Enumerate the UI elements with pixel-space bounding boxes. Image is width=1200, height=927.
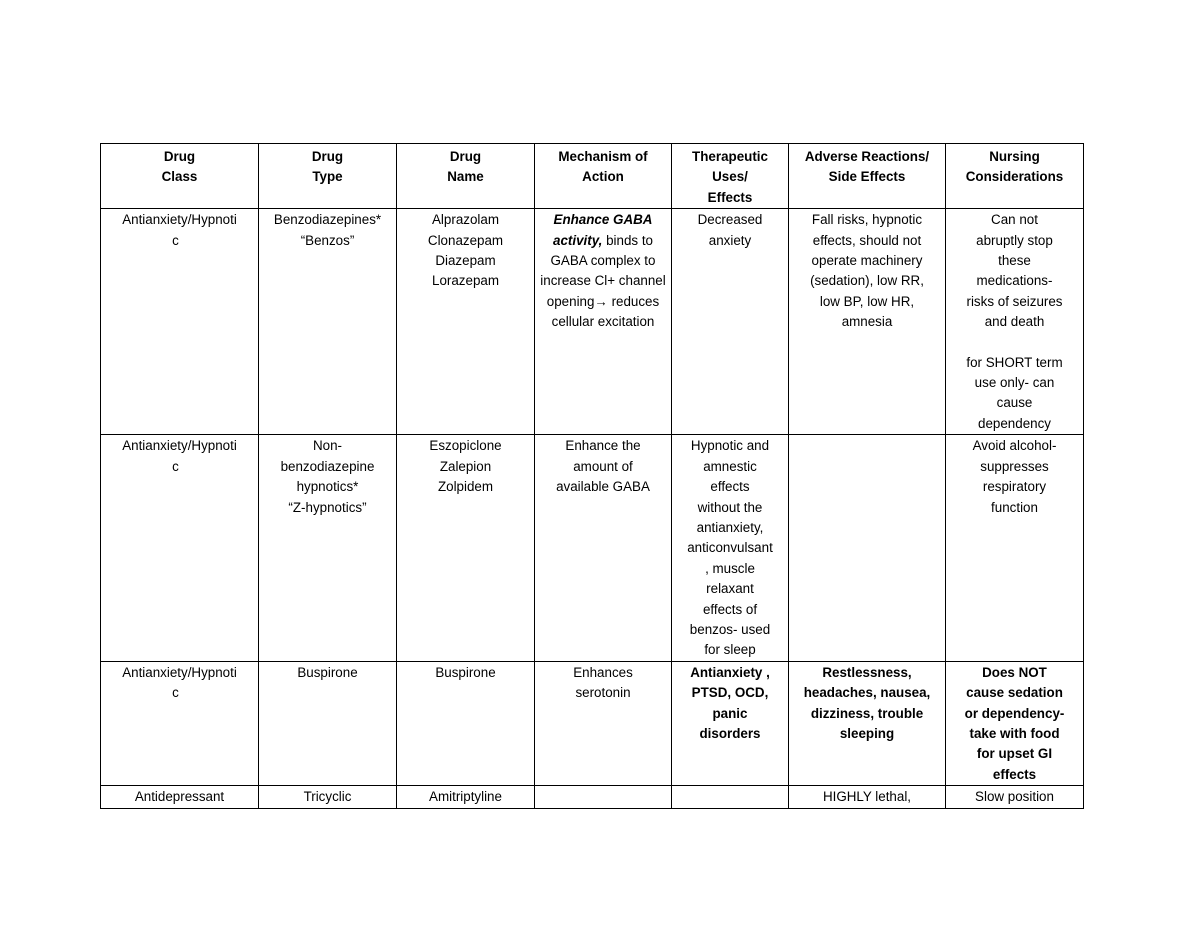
- cell-adverse: [789, 435, 946, 661]
- cell-drug-class: Antianxiety/Hypnoti c: [101, 435, 259, 661]
- drug-table: [100, 143, 1084, 809]
- right-arrow-icon: →: [594, 293, 608, 309]
- table-row: [101, 435, 1084, 661]
- cell-mechanism: [535, 786, 672, 808]
- cell-drug-class: Antianxiety/Hypnoti c: [101, 661, 259, 785]
- header-therapeutic: Therapeutic Uses/ Effects: [672, 144, 789, 209]
- table-header-row: [101, 144, 1084, 209]
- cell-mechanism: [535, 209, 672, 435]
- cell-therapeutic: Decreased anxiety: [672, 209, 789, 435]
- cell-drug-type: Benzodiazepines* “Benzos”: [259, 209, 397, 435]
- cell-therapeutic: Antianxiety , PTSD, OCD, panic disorders: [672, 661, 789, 785]
- cell-mechanism: Enhance the amount of available GABA: [535, 435, 672, 661]
- header-nursing: Nursing Considerations: [946, 144, 1084, 209]
- cell-drug-class: Antianxiety/Hypnoti c: [101, 209, 259, 435]
- cell-drug-type: Non- benzodiazepine hypnotics* “Z-hypnotics”: [259, 435, 397, 661]
- header-drug-class: Drug Class: [101, 144, 259, 209]
- cell-drug-name: Buspirone: [397, 661, 535, 785]
- table-row: [101, 661, 1084, 785]
- cell-nursing: Does NOT cause sedation or dependency- take with food for upset GI effects: [946, 661, 1084, 785]
- table-row: [101, 786, 1084, 808]
- cell-nursing: Can not abruptly stop these medications- risks of seizures and death for SHORT term use only- can cause dependency: [946, 209, 1084, 435]
- cell-adverse: Fall risks, hypnotic effects, should not operate machinery (sedation), low RR, low BP, low HR, amnesia: [789, 209, 946, 435]
- header-adverse: Adverse Reactions/ Side Effects: [789, 144, 946, 209]
- cell-therapeutic: Hypnotic and amnestic effects without the antianxiety, anticonvulsant , muscle relaxant effects of benzos- used for sleep: [672, 435, 789, 661]
- cell-nursing: Slow position: [946, 786, 1084, 808]
- mechanism-text: binds to GABA complex to increase Cl+ channel opening: [540, 232, 666, 309]
- cell-drug-name: Amitriptyline: [397, 786, 535, 808]
- cell-adverse: Restlessness, headaches, nausea, dizziness, trouble sleeping: [789, 661, 946, 785]
- cell-mechanism: Enhances serotonin: [535, 661, 672, 785]
- header-drug-name: Drug Name: [397, 144, 535, 209]
- mechanism-tail: reduces cellular excitation: [551, 293, 660, 330]
- table-row: [101, 209, 1084, 435]
- header-drug-type: Drug Type: [259, 144, 397, 209]
- cell-therapeutic: [672, 786, 789, 808]
- mechanism-emphasis: Enhance GABA activity,: [553, 212, 653, 248]
- cell-drug-name: Alprazolam Clonazepam Diazepam Lorazepam: [397, 209, 535, 435]
- cell-adverse: HIGHLY lethal,: [789, 786, 946, 808]
- cell-drug-name: Eszopiclone Zalepion Zolpidem: [397, 435, 535, 661]
- cell-drug-type: Tricyclic: [259, 786, 397, 808]
- header-mechanism: Mechanism of Action: [535, 144, 672, 209]
- cell-drug-type: Buspirone: [259, 661, 397, 785]
- cell-drug-class: Antidepressant: [101, 786, 259, 808]
- cell-nursing: Avoid alcohol- suppresses respiratory function: [946, 435, 1084, 661]
